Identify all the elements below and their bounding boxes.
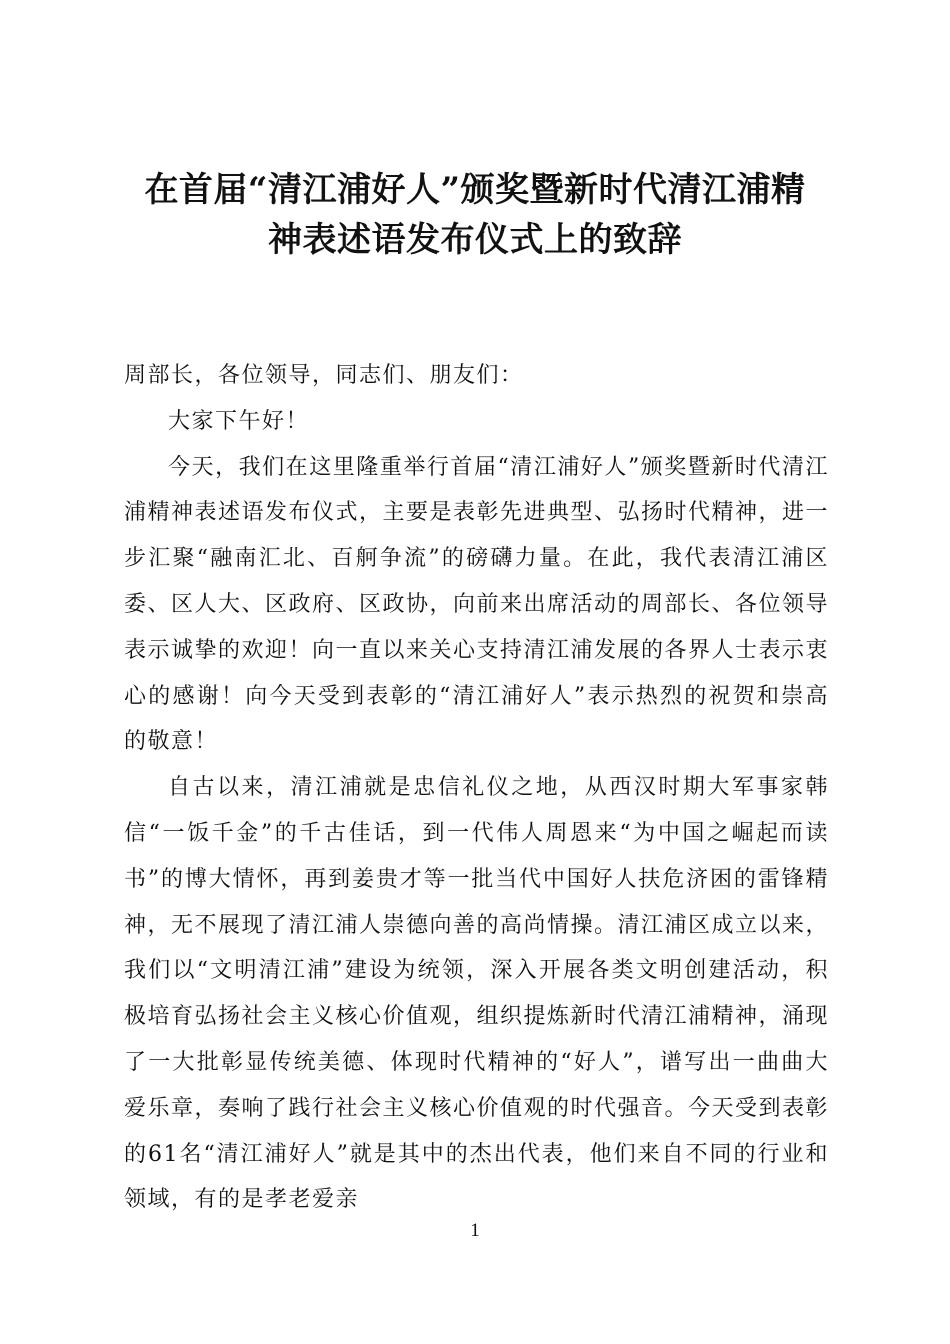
- body-paragraph: 自古以来，清江浦就是忠信礼仪之地，从西汉时期大军事家韩信“一饭千金”的千古佳话，到一代伟人周恩来“为中国之崛起而读书”的博大情怀，再到姜贵才等一批当代中国好人扶危济困的雷锋精神，无不展现了清江浦人崇德向善的高尚情操。清江浦区成立以来，我们以“文明清江浦”建设为统领，深入开展各类文明创建活动，积极培育弘扬社会主义核心价值观，组织提炼新时代清江浦精神，涌现了一大批彰显传统美德、体现时代精神的“好人”，谱写出一曲曲大爱乐章，奏响了践行社会主义核心价值观的时代强音。今天受到表彰的61名“清江浦好人”就是其中的杰出代表，他们来自不同的行业和领域，有的是孝老爱亲: [124, 775, 830, 1213]
- title-line-1: 在首届“清江浦好人”颁奖暨新时代清江浦精: [144, 170, 806, 210]
- page-number: 1: [470, 1220, 480, 1241]
- title-line-2: 神表述语发布仪式上的致辞: [268, 220, 682, 260]
- document-title: [100, 165, 850, 265]
- greeting: 大家下午好！: [168, 408, 310, 434]
- document-body: [124, 353, 829, 1223]
- body-paragraph: 今天，我们在这里隆重举行首届“清江浦好人”颁奖暨新时代清江浦精神表述语发布仪式，主要是表彰先进典型、弘扬时代精神，进一步汇聚“融南汇北、百舸争流”的磅礴力量。在此，我代表清江浦区委、区人大、区政府、区政协，向前来出席活动的周部长、各位领导表示诚挚的欢迎！向一直以来关心支持清江浦发展的各界人士表示衷心的感谢！向今天受到表彰的“清江浦好人”表示热烈的祝贺和崇高的敬意！: [124, 454, 830, 755]
- salutation: 周部长，各位领导，同志们、朋友们：: [124, 363, 524, 388]
